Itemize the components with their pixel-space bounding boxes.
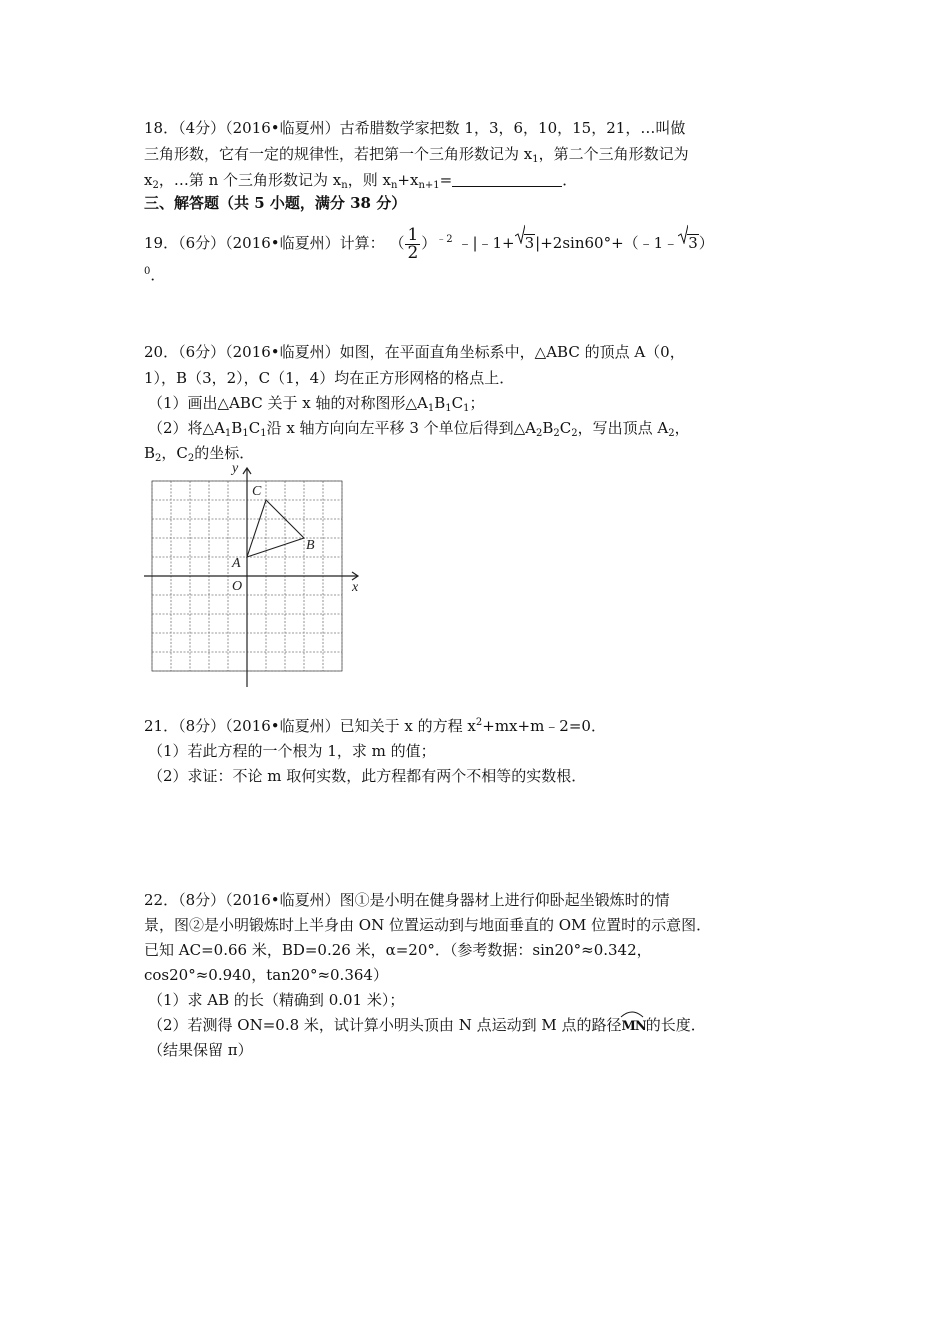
origin-label: O [232, 579, 243, 594]
radical-sign-icon [678, 224, 688, 244]
axes [144, 468, 358, 687]
q22-line-7: （结果保留 π） [148, 1041, 253, 1059]
q20-line-3: （1）画出△ABC 关于 x 轴的对称图形$\triangle A_1B_1C_1$； [148, 394, 485, 414]
q18-line-2: 三角形数，它有一定的规律性，若把第一个三角形数记为 $x_1$，第二个三角形数记为 [144, 145, 689, 165]
q21-line-2: （1）若此方程的一个根为 1，求 m 的值； [148, 742, 436, 760]
q18-line-1: 18．（4分）（2016•临夏州）古希腊数学家把数 1，3，6，10，15，21，…叫做 [144, 119, 686, 137]
q20-line-5: $B_2$，$C_2$的坐标． [144, 444, 255, 464]
q18-line-3: $x_2$，…第 n 个三角形数记为 $x_n$，则 $x_n+x_{n+1}=$ ． [144, 171, 578, 191]
section-heading: 三、解答题（共 5 小题，满分 38 分） [144, 194, 407, 212]
sqrt-symbol: 3 [678, 226, 699, 260]
point-a-label: A [232, 556, 241, 571]
q22-line-3: 已知 AC=0.66 米，BD=0.26 米，α=20°．（参考数据：sin20°≈0.342， [144, 941, 652, 959]
point-c-label: C [252, 484, 262, 499]
q19-line-2: $^0$． [144, 266, 166, 284]
radical-sign-icon [515, 224, 525, 244]
fraction-one-half: $\frac{1}{2}$ [407, 224, 419, 263]
q22-line-2: 景，图②是小明锻炼时上半身由 ON 位置运动到与地面垂直的 OM 位置时的示意图． [144, 916, 712, 934]
q21-line-1: 21．（8分）（2016•临夏州）已知关于 x 的方程 $x^2+mx+m﹣2=0$． [144, 717, 606, 735]
arc-icon [620, 1010, 644, 1018]
q20-line-1: 20．（6分）（2016•临夏州）如图，在平面直角坐标系中，△ABC 的顶点 A（0， [144, 343, 685, 361]
y-axis-label: y [232, 461, 239, 476]
q20-line-4: （2）将$\triangle A_1B_1C_1$沿 x 轴方向向左平移 3 个单位后得到$\triangle A_2B_2C_2$，写出顶点 $A_2$， [148, 419, 690, 439]
x-axis-label: x [352, 580, 359, 595]
q22-line-6: （2）若测得 ON=0.8 米，试计算小明头顶由 N 点运动到 M 点的路径 MN的长度． [148, 1015, 706, 1037]
q22-line-1: 22．（8分）（2016•临夏州）图①是小明在健身器材上进行仰卧起坐锻炼时的情 [144, 891, 670, 909]
coordinate-grid-figure [140, 460, 370, 690]
q19-line-1: 19．（6分）（2016•临夏州）计算： （ $\frac{1}{2}$ ）$^{﹣2}$ ﹣|﹣1+ 3|+2sin60°+（﹣1﹣ 3） [144, 224, 714, 263]
arc-mn: MN [621, 1017, 645, 1037]
q22-line-4: cos20°≈0.940，tan20°≈0.364） [144, 966, 388, 984]
q22-line-5: （1）求 AB 的长（精确到 0.01 米）； [148, 991, 405, 1009]
q21-line-3: （2）求证：不论 m 取何实数，此方程都有两个不相等的实数根． [148, 767, 587, 785]
sqrt-symbol: 3 [515, 226, 536, 260]
q20-line-2: 1），B（3，2），C（1，4）均在正方形网格的格点上． [144, 369, 515, 387]
answer-blank[interactable] [452, 171, 562, 187]
point-b-label: B [306, 538, 315, 553]
triangle-abc [247, 500, 304, 557]
